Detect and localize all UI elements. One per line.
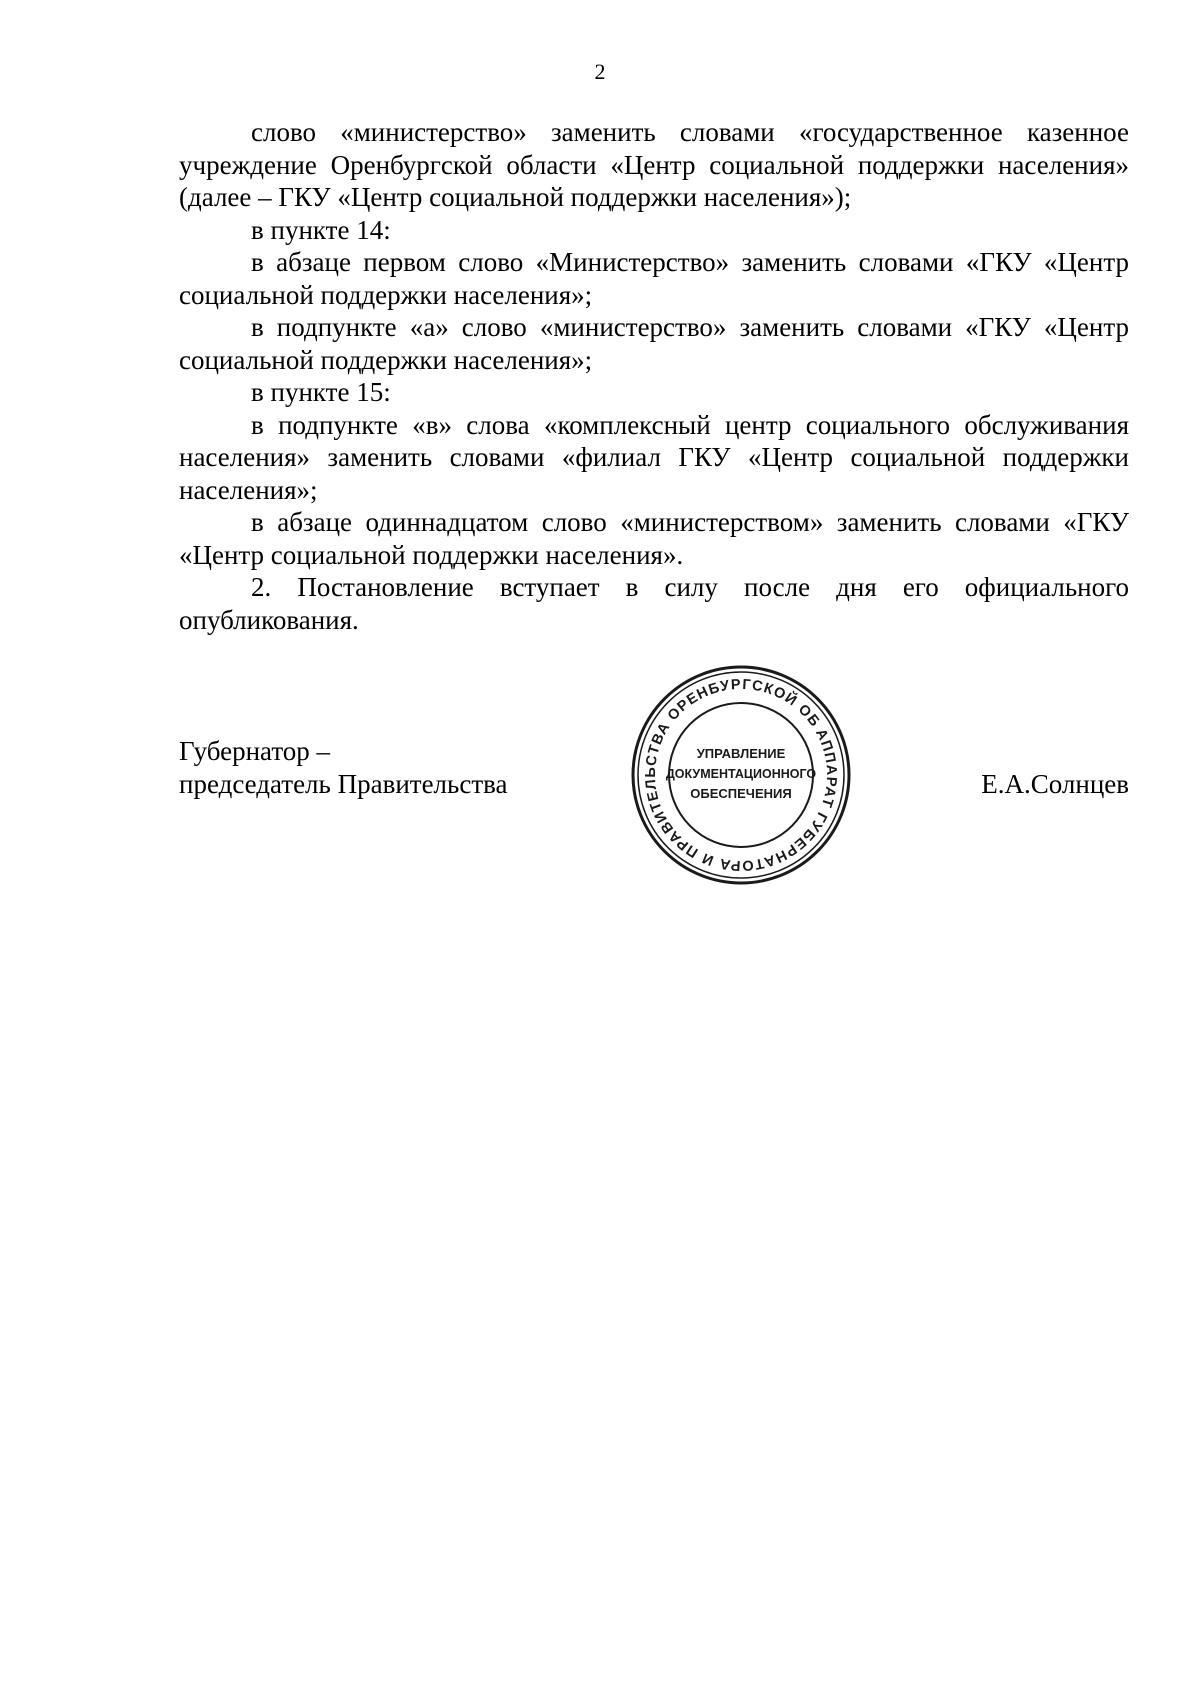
seal-ring-text: АППАРАТ ГУБЕРНАТОРА И ПРАВИТЕЛЬСТВА ОРЕНБУРГСКОЙ ОБЛАСТИ <box>642 676 840 874</box>
seal-center-line1: УПРАВЛЕНИЕ <box>696 746 786 761</box>
seal-center-line3: ОБЕСПЕЧЕНИЯ <box>690 786 792 801</box>
official-seal <box>628 662 854 888</box>
paragraph-replace-ministry: слово «министерство» заменить словами «государственное казенное учреждение Оренбургской области «Центр социальной поддержки населения» (далее – ГКУ «Центр социальной поддержки населения»); <box>179 117 1129 212</box>
paragraph-eleventh-abzac: в абзаце одиннадцатом слово «министерством» заменить словами «ГКУ «Центр социальной поддержки населения». <box>179 507 1129 570</box>
signatory-name: Е.А.Солнцев <box>981 769 1129 799</box>
paragraph-first-abzac: в абзаце первом слово «Министерство» заменить словами «ГКУ «Центр социальной поддержки населения»; <box>179 247 1129 310</box>
paragraph-point-15: в пункте 15: <box>251 377 391 407</box>
signatory-title-line1: Губернатор – <box>179 736 331 766</box>
seal-center-line2: ДОКУМЕНТАЦИОННОГО <box>665 767 817 781</box>
paragraph-subpoint-v: в подпункте «в» слова «комплексный центр социального обслуживания населения» заменить словами «филиал ГКУ «Центр социальной поддержки населения»; <box>179 409 1129 505</box>
paragraph-point-14: в пункте 14: <box>251 214 391 245</box>
signatory-title-line2: председатель Правительства <box>179 768 508 799</box>
page-number: 2 <box>594 59 606 84</box>
paragraph-effective-date: 2. Постановление вступает в силу после дня его официального опубликования. <box>179 572 1129 635</box>
signatory-title <box>179 735 508 800</box>
seal-graphic <box>628 662 854 888</box>
paragraph-subpoint-a: в подпункте «а» слово «министерство» заменить словами «ГКУ «Центр социальной поддержки населения»; <box>179 312 1129 375</box>
document-body <box>179 116 1129 636</box>
